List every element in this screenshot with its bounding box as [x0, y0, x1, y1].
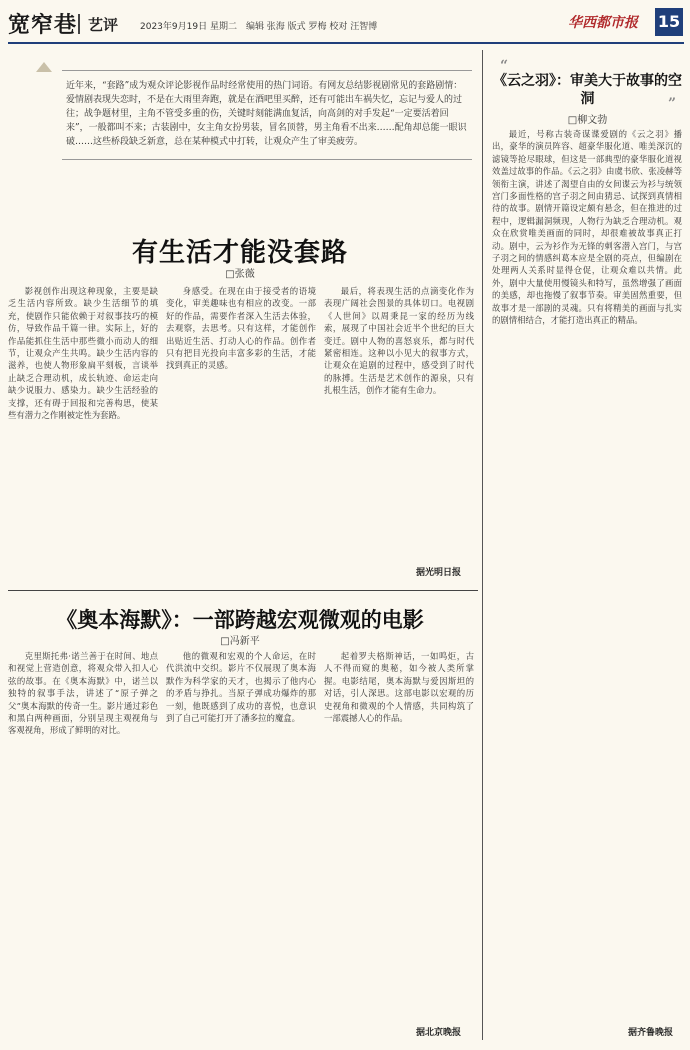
page-number: 15 [655, 8, 683, 36]
article2-column-2 [166, 650, 316, 1040]
article1-column-1 [8, 285, 158, 585]
subsection-title: 艺评 [88, 16, 119, 34]
header-divider [78, 14, 80, 34]
article2-paragraph: 起着罗夫格斯神话，一如鸣炬，古人不得而窥的奥秘，如今被人类所掌握。电影结尾，奥本海默与爱因斯坦的对话，引人深思。这部电影以宏观的历史视角和微观的个人情感，共同构筑了一部震撼人心的作品。 [324, 651, 474, 724]
article2-column-3 [324, 650, 474, 1015]
article1-author: □张薇 [225, 269, 255, 280]
article2-column-1 [8, 650, 158, 1040]
article2-author: □冯新平 [220, 636, 260, 647]
issue-meta: 2023年9月19日 星期二 编辑 张海 版式 罗梅 校对 汪智博 [140, 22, 378, 32]
article3-paragraph: 最近，号称古装奇谋谍爱剧的《云之羽》播出，豪华的演员阵容、超豪华服化道、唯美深沉的滤镜等抢尽眼球，但这是一部典型的豪华服化道视效盖过故事的作品。《云之羽》由虞书欣、张凌赫等领衔主演，讲述了渴望自由的女间谍云为衫与统领宫门多面性格的宫子羽之间由猜忌、试探到真情相待的故事。剧情开篇设定颇有悬念，但在推进的过程中，逻辑漏洞频现，人物行为缺乏合理动机。观众在欣赏唯美画面的同时，却很难被故事真正打动。剧中，云为衫作为无锋的刺客潜入宫门，与宫子羽之间的情感纠葛本应是全剧的亮点，但编剧在处理两人关系时显得仓促，让观众难以共情。此外，剧中大量使用慢镜头和特写，虽然增强了画面的美感，却也拖慢了叙事节奏。审美固然重要，但故事才是一部剧的灵魂。只有将精美的画面与扎实的剧情相结合，才能打造出真正的精品。 [492, 129, 682, 326]
article1-source: 据光明日报 [416, 568, 462, 578]
article2-source: 据北京晚报 [416, 1028, 462, 1038]
section-title: 宽窄巷 [8, 13, 78, 38]
article1-title: 有生活才能没套路 [131, 238, 348, 268]
quote-open-icon: “ [500, 58, 509, 74]
article1-column-3 [324, 285, 474, 555]
article1-paragraph: 影视创作出现这种现象，主要是缺乏生活内容所致。缺少生活细节的填充，使剧作只能依赖于对叙事技巧的模仿，导致作品千篇一律。实际上，好的作品能抓住生活中那些微小而动人的细节，让观众产生共鸣。缺少生活内容的滋养，也使人物形象扁平刻板，言谈举止缺乏合理动机，成长轨迹、命运走向缺少说服力、感染力。缺少生活经验的支撑，还有碍于回报和完善构思，使某些有潜力之作刚被定性为套路。 [8, 286, 158, 421]
column-divider [482, 50, 483, 1040]
intro-decoration-icon [36, 62, 52, 72]
article3-title: 《云之羽》：审美大于故事的空洞 [493, 73, 682, 107]
header-rule [8, 42, 684, 44]
article1-paragraph: 身感受。在现在由于接受者的语境变化，审美趣味也有相应的改变。一部好的作品，需要作者深入生活去体验，去观察，去思考。只有这样，才能创作出贴近生活、打动人心的作品。创作者只有把目光投向丰富多彩的生活，才能找到真正的灵感。 [166, 286, 316, 371]
intro-box: 近年来，“套路”成为观众评论影视作品时经常使用的热门词语。有网友总结影视剧常见的套路剧情：爱情剧表现失恋时，不是在大雨里奔跑，就是在酒吧里买醉，还有可能出车祸失忆，忘记与爱人的过往；战争题材里，主角不管受多重的伤，关键时刻能满血复活，向高剑的对手发起“一定要活着回来”，一般都叫不来；古装剧中，女主角女扮男装，冒名顶替，男主角看不出来……配角却总能一眼识破……这些桥段缺乏新意，总在某种模式中打转，让观众产生了审美疲劳。 [62, 70, 472, 160]
article2-paragraph: 他的微观和宏观的个人命运，在时代洪流中交织。影片不仅展现了奥本海默作为科学家的天才，也揭示了他内心的矛盾与挣扎。当原子弹成功爆炸的那一刻，他既感到了成功的喜悦，也意识到了自己可能打开了潘多拉的魔盒。 [166, 651, 316, 724]
quote-close-icon: ” [668, 96, 677, 112]
article-separator [8, 590, 478, 591]
article3-author: □柳文勃 [567, 115, 608, 126]
article3-source: 据齐鲁晚报 [628, 1028, 674, 1038]
article2-paragraph: 克里斯托弗·诺兰善于在时间、地点和视觉上营造创意，将观众带入扣人心弦的故事。在《奥本海默》中，诺兰以独特的叙事手法，讲述了“原子弹之父”奥本海默的传奇一生。影片通过彩色和黑白两种画面，分别呈现主观视角与客观视角，形成了鲜明的对比。 [8, 651, 158, 736]
article1-paragraph: 最后，将表现生活的点滴变化作为表现广阔社会图景的具体切口。电视剧《人世间》以周秉昆一家的经历为线索，展现了中国社会近半个世纪的巨大变迁。剧中人物的喜怒哀乐，都与时代紧密相连。这种以小见大的叙事方式，让观众在追剧的过程中，感受到了时代的脉搏。生活是艺术创作的源泉，只有扎根生活，创作才能有生命力。 [324, 286, 474, 396]
article2-title: 《奥本海默》：一部跨越宏观微观的电影 [56, 607, 424, 632]
article3-column [492, 128, 682, 1008]
newspaper-logo: 华西都市报 [568, 15, 638, 31]
article1-column-2 [166, 285, 316, 585]
page-header [0, 0, 690, 44]
